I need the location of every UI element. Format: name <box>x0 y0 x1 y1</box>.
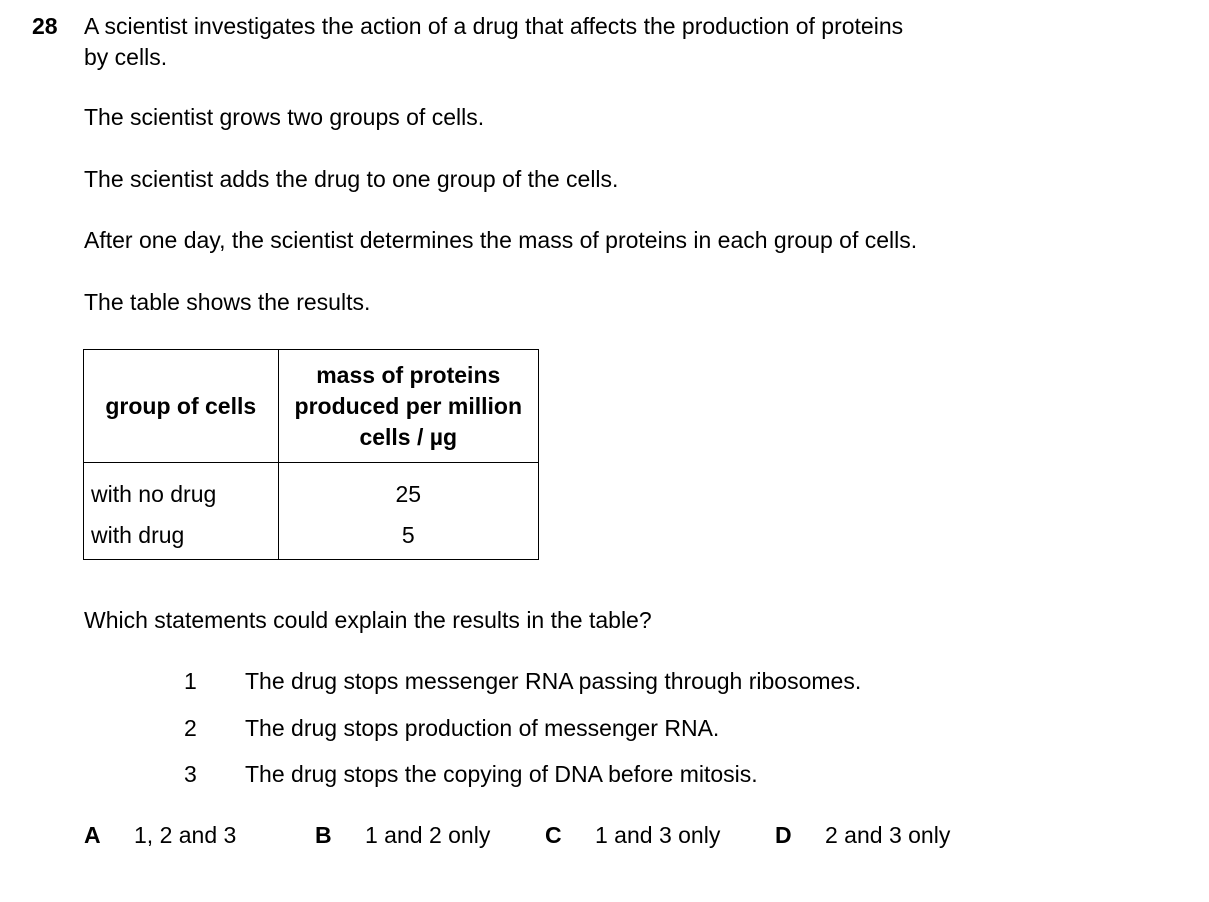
cell-group: with no drug <box>84 463 279 513</box>
header-mass-line-2: produced per million <box>294 392 522 419</box>
intro-line-1: A scientist investigates the action of a drug that affects the production of proteins <box>84 13 904 39</box>
cell-mass: 5 <box>278 512 538 560</box>
header-mass-line-3: cells / µg <box>359 423 458 450</box>
option-c-text[interactable]: 1 and 3 only <box>595 822 721 848</box>
statement-2-text: The drug stops production of messenger RNA. <box>245 715 720 741</box>
cell-group: with drug <box>84 512 279 560</box>
option-b-text[interactable]: 1 and 2 only <box>365 822 491 848</box>
option-b-letter[interactable]: B <box>315 822 332 848</box>
option-d-letter[interactable]: D <box>775 822 792 848</box>
statement-2-number: 2 <box>184 715 197 741</box>
table-header-row <box>84 350 539 463</box>
paragraph-after: After one day, the scientist determines the mass of proteins in each group of cells. <box>84 227 918 253</box>
option-a-letter[interactable]: A <box>84 822 101 848</box>
paragraph-grows: The scientist grows two groups of cells. <box>84 104 485 130</box>
paragraph-table-intro: The table shows the results. <box>84 289 371 315</box>
option-d-text[interactable]: 2 and 3 only <box>825 822 951 848</box>
question-intro <box>84 11 903 73</box>
cell-mass: 25 <box>278 463 538 513</box>
statement-1-number: 1 <box>184 668 197 694</box>
table-row <box>84 463 539 513</box>
header-mass-line-1: mass of proteins <box>316 361 501 388</box>
statement-1-text: The drug stops messenger RNA passing through ribosomes. <box>245 668 862 694</box>
option-a-text[interactable]: 1, 2 and 3 <box>134 822 237 848</box>
results-table <box>83 349 539 560</box>
statement-3-number: 3 <box>184 761 197 787</box>
header-group-of-cells: group of cells <box>84 350 279 463</box>
question-number: 28 <box>32 13 58 39</box>
table-row <box>84 512 539 560</box>
option-c-letter[interactable]: C <box>545 822 562 848</box>
statement-3-text: The drug stops the copying of DNA before mitosis. <box>245 761 758 787</box>
intro-line-2: by cells. <box>84 44 168 70</box>
paragraph-adds: The scientist adds the drug to one group of the cells. <box>84 166 619 192</box>
question-prompt: Which statements could explain the results in the table? <box>84 607 652 633</box>
header-mass-of-proteins <box>278 350 538 463</box>
